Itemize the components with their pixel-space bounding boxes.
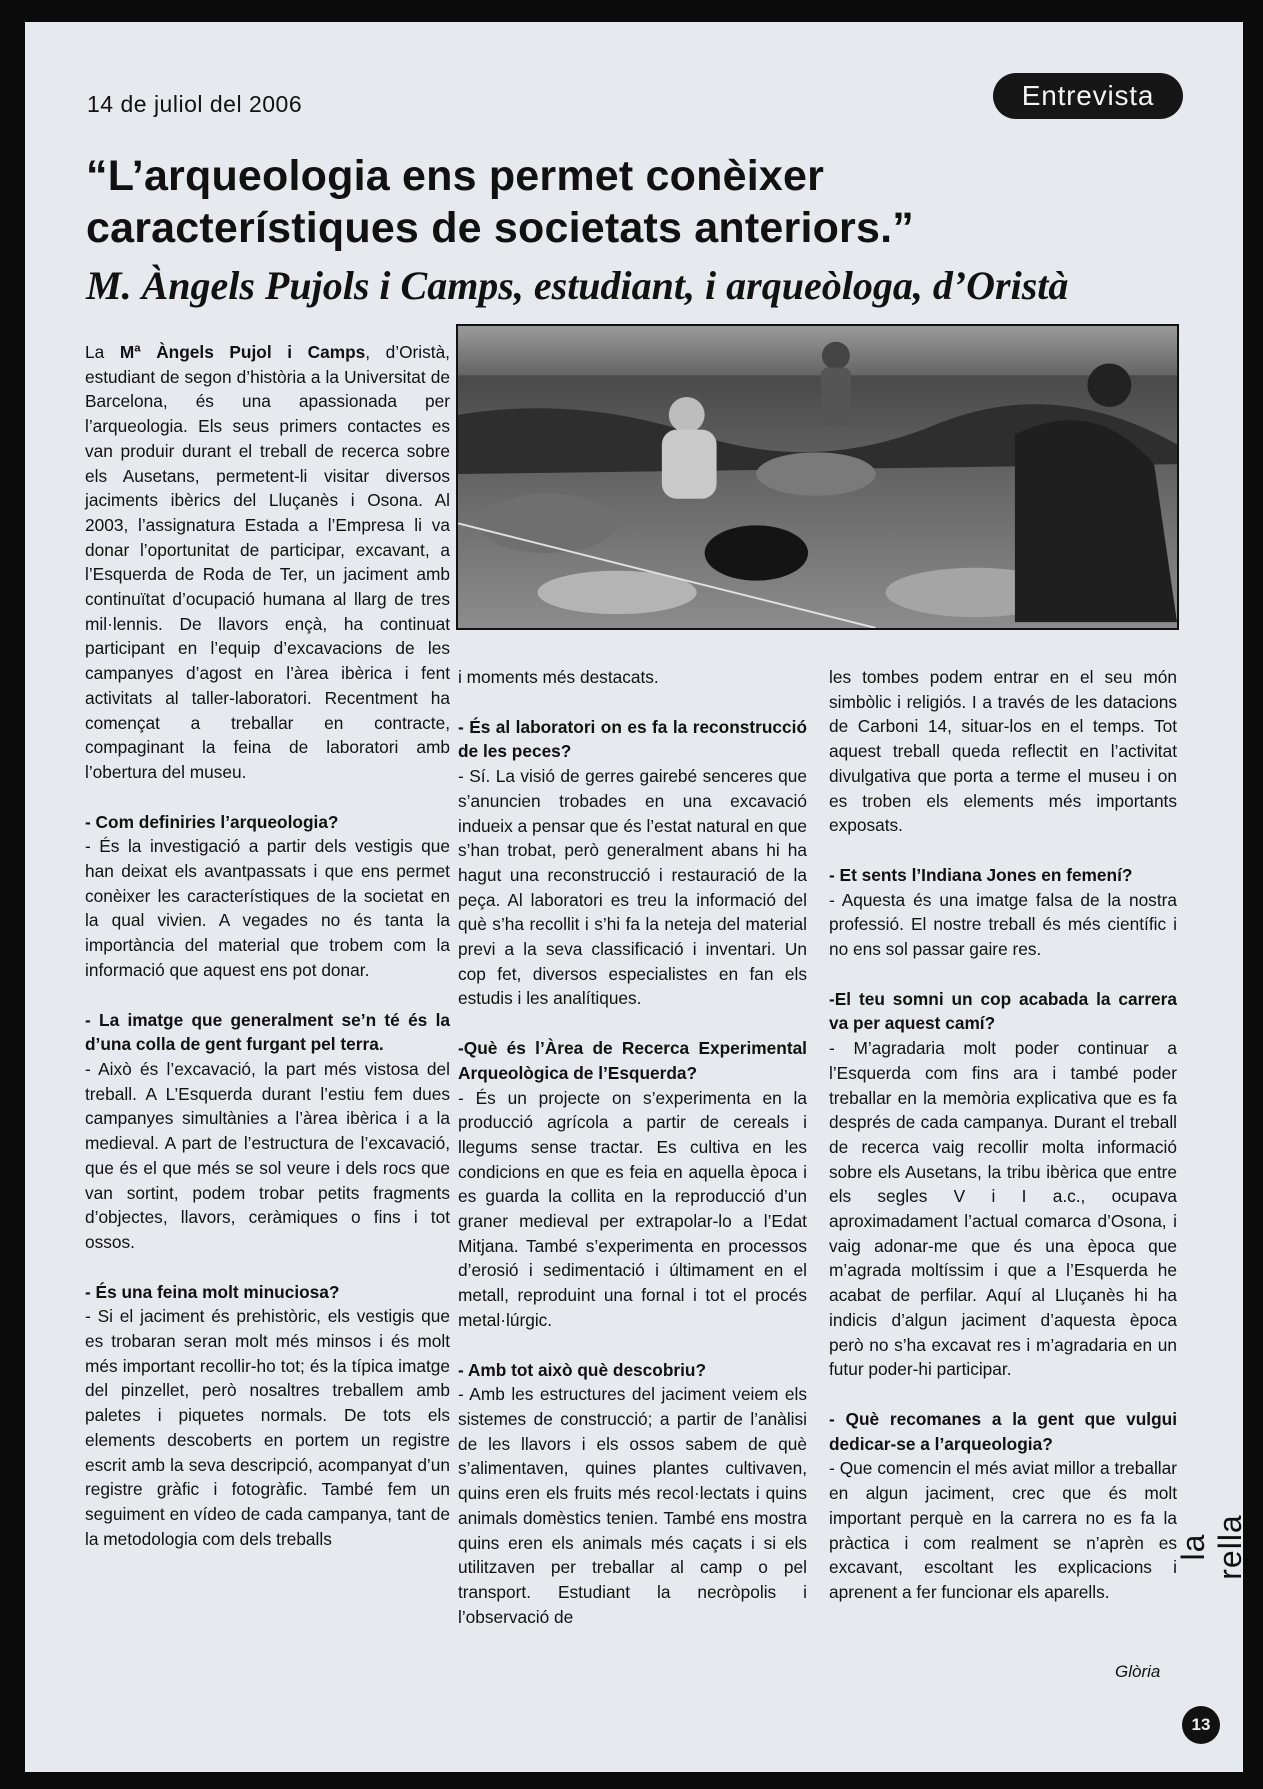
answer: - M’agradaria molt poder continuar a l’Esquerda com fins ara i també poder treballar en la memòria explicativa que es fa després de cada campanya. Durant el treball de recerca vaig recollir molta informació sobre els Ausetans, la tribu ibèrica que entre els segles V i I a.c., ocupava aproximadament l’actual comarca d’Osona, i vaig adonar-me que és una època que m’agrada moltíssim i que a l’Esquerda he acabat de perfilar. Aquí al Lluçanès hi ha indicis d’algun jaciment d’aquesta època però no s’ha excavat res i m’agradaria en un futur poder-hi participar. [829,1038,1177,1380]
answer-continued: les tombes podem entrar en el seu món simbòlic i religiós. I a través de les datacions de Carboni 14, situar-los en el temps. Tot aquest treball queda reflectit en l’activitat divulgativa que porta a terme el museu i on es troben els elements més importants exposats. [829,667,1177,836]
question: -El teu somni un cop acabada la carrera va per aquest camí? [829,988,1177,1034]
answer: - Aquesta és una imatge falsa de la nostra professió. El nostre treball és més científic i no ens sol passar gaire res. [829,889,1177,960]
page-number: 13 [1182,1706,1220,1744]
excavation-photo-icon [458,326,1177,628]
column-2 [458,665,807,1629]
question: - La imatge que generalment se’n té és la d’una colla de gent furgant pel terra. [85,1009,450,1055]
question: -Què és l’Àrea de Recerca Experimental Arqueològica de l’Esquerda? [458,1038,807,1083]
answer: - És un projecte on s’experimenta en la producció agrícola a partir de cereals i llegums sense tractar. Es cultiva en les condicions en que es feia en aquella època i es guarda la collita en la reproducció d’un graner medieval per extrapolar-lo a l’Edat Mitjana. També s’experimenta en processos d’erosió i sedimentació i últimament en el metall, reproduint una fornal i tot el procés metal·lúrgic. [458,1087,807,1330]
answer: - Això és l’excavació, la part més vistosa del treball. A L’Esquerda durant l’estiu fem dues campanyes simultànies a l’àrea ibèrica i a la medieval. A part de l’estructura de l’excavació, que és el que més se sol veure i dels rocs que van sortint, podem trobar petits fragments d’objectes, llavors, ceràmiques o fins i tot ossos. [85,1058,450,1252]
answer: - És la investigació a partir dels vestigis que han deixat els avantpassats i que ens permet conèixer les característiques de la societat en la qual vivien. A vegades no és tanta la importància del material que trobem com la informació que aquest ens pot donar. [85,836,450,980]
answer: - Sí. La visió de gerres gairebé senceres que s’anuncien trobades en una excavació indueix a pensar que és l’estat natural en que s’han trobat, però generalment abans hi ha hagut una reconstrucció i restauració de la peça. Al laboratori es treu la informació del què s’ha recollit i s’hi fa la neteja del material previ a la seva classificació i inventari. Un cop fet, diversos especialistes en fan els estudis i les analítiques. [458,766,807,1009]
question: - Amb tot això què descobriu? [458,1359,707,1380]
intro-lead: La [85,342,120,362]
title-line-1: “L’arqueologia ens permet conèixer [86,152,825,200]
excavation-photo [456,324,1179,630]
intro-name: Mª Àngels Pujol i Camps [119,342,366,362]
question: - És al laboratori on es fa la reconstrucció de les peces? [458,716,807,762]
column-1 [85,340,450,1551]
author-signature: Glòria [1115,1662,1161,1681]
title-line-2: característiques de societats anteriors.” [86,204,914,252]
intro-paragraph [85,340,450,785]
section-badge: Entrevista [993,73,1183,119]
answer-continued: i moments més destacats. [458,667,659,687]
article-subtitle [86,262,1106,310]
article-title [86,150,1086,254]
question: - És una feina molt minuciosa? [85,1281,340,1302]
issue-date: 14 de juliol del 2006 [87,91,303,117]
interviewee-name: M. Àngels Pujols i Camps, [86,263,524,308]
answer: - Si el jaciment és prehistòric, els vestigis que es trobaran seran molt més minsos i és molt més important recollir-ho tot; és la típica imatge del pinzellet, però nosaltres treballem amb paletes i piquetes normals. De tots els elements descoberts en portem un registre escrit amb la seva descripció, acompanyat d’un registre gràfic i fotogràfic. També fem un seguiment en vídeo de cada campanya, tant de la metodologia com dels treballs [85,1306,450,1549]
question: - Et sents l’Indiana Jones en femení? [829,864,1133,885]
magazine-page [25,22,1248,1772]
question: - Com definiries l’arqueologia? [85,811,339,832]
answer: - Amb les estructures del jaciment veiem els sistemes de construcció; a partir de l’anàlisi de les llavors i els ossos sabem de què s’alimentaven, quines plantes cultivaven, quins eren els fruits més recol·lectats i quins animals domèstics tenien. També ens mostra quins eren els animals més caçats i si els utilitzaven per treballar al camp o pel transport. Estudiant la necròpolis i l’observació de [458,1384,807,1627]
column-3 [829,665,1177,1605]
subtitle-description: estudiant, i arqueòloga, d’Oristà [523,263,1069,308]
answer: - Que comencin el més aviat millor a treballar en algun jaciment, crec que és molt important perquè en la carrera no es fa la pràctica i com realment se n’aprèn es excavant, escoltant les explicacions i aprenent a fer funcionar els aparells. [829,1458,1177,1602]
publication-name: la rella [1175,1514,1248,1580]
intro-body: , d’Oristà, estudiant de segon d’història a la Universitat de Barcelona, és una apassionada per l’arqueologia. Els seus primers contactes es van produir durant el treball de recerca sobre els Ausetans, permetent-li visitar diversos jaciments ibèrics del Lluçanès i Osona. Al 2003, l’assignatura Estada a l’Empresa li va donar l’oportunitat de participar, excavant, a l’Esquerda de Roda de Ter, un jaciment amb continuïtat d’ocupació humana al llarg de tres mil·lennis. De llavors ençà, ha continuat participant en l’equip d’excavacions de les campanyes d’agost en l’àrea ibèrica i fent activitats al taller-laboratori. Recentment ha començat a treballar en contracte, compaginant la feina de laboratori amb l’obertura del museu. [85,342,450,782]
question: - Què recomanes a la gent que vulgui dedicar-se a l’arqueologia? [829,1408,1177,1454]
